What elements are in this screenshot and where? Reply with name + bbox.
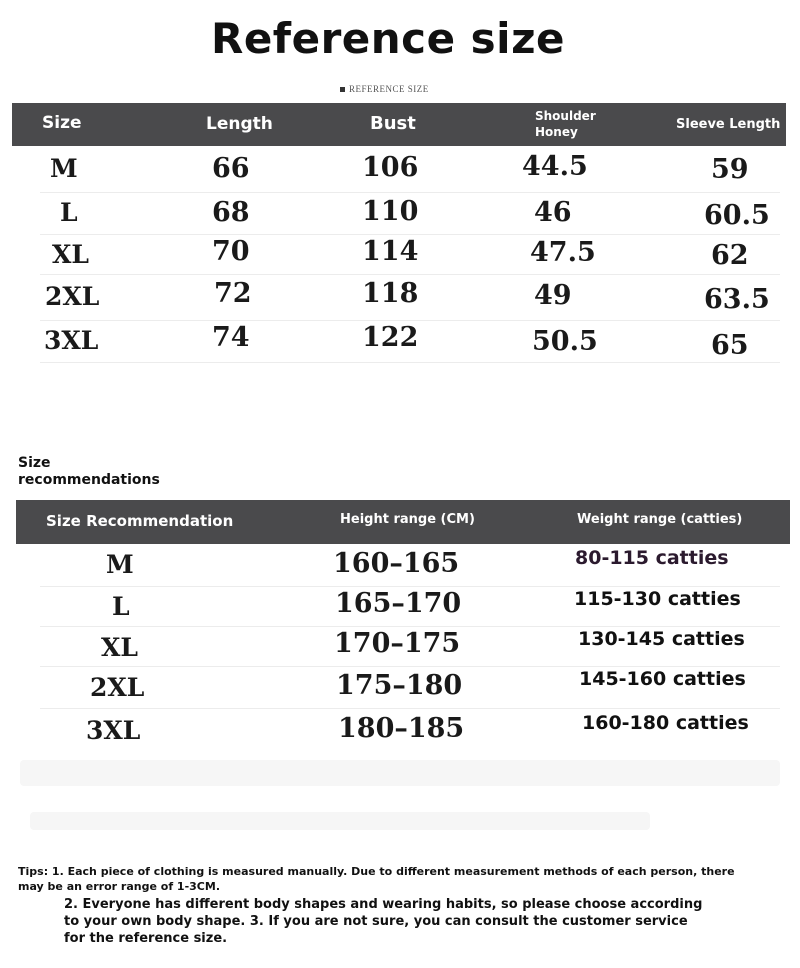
length-cell: 72 <box>214 278 252 309</box>
rec-size-cell: XL <box>101 633 138 662</box>
header-size: Size <box>42 113 82 133</box>
weight-cell: 130-145 catties <box>578 628 745 650</box>
rec-size-cell: 3XL <box>86 716 141 745</box>
header-weight-range: Weight range (catties) <box>577 512 743 527</box>
shoulder-cell: 44.5 <box>522 151 588 182</box>
rec-size-cell: 2XL <box>90 673 145 702</box>
row-divider <box>40 274 780 275</box>
size-table-header <box>12 103 786 146</box>
header-size-recommendation: Size Recommendation <box>46 512 234 530</box>
background-smudge <box>30 812 650 830</box>
tips-text-1: Tips: 1. Each piece of clothing is measured manually. Due to different measurement methods of each person, there may be an error range of 1-3CM. <box>18 865 735 893</box>
section-label-line1: Size <box>18 455 51 471</box>
length-cell: 74 <box>212 322 250 353</box>
tips-text-2: 2. Everyone has different body shapes and wearing habits, so please choose according to your own body shape. 3. If you are not sure, you can consult the customer service for the reference size. <box>64 897 703 946</box>
row-divider <box>40 708 780 709</box>
weight-cell: 115-130 catties <box>574 588 741 610</box>
bust-cell: 118 <box>362 278 419 309</box>
header-length: Length <box>206 114 273 134</box>
row-divider <box>40 234 780 235</box>
bust-cell: 122 <box>362 322 419 353</box>
bust-cell: 114 <box>362 236 419 267</box>
weight-cell: 160-180 catties <box>582 712 749 734</box>
sleeve-cell: 62 <box>711 240 749 271</box>
row-divider <box>40 320 780 321</box>
row-divider <box>40 666 780 667</box>
header-height-range: Height range (CM) <box>340 512 475 527</box>
row-divider <box>40 192 780 193</box>
size-cell: XL <box>52 240 89 269</box>
weight-cell: 80-115 catties <box>575 547 729 569</box>
length-cell: 70 <box>212 236 250 267</box>
bust-cell: 106 <box>362 152 419 183</box>
background-smudge <box>20 760 780 786</box>
sleeve-cell: 63.5 <box>704 284 770 315</box>
square-icon <box>340 87 345 92</box>
shoulder-cell: 49 <box>534 280 572 311</box>
length-cell: 68 <box>212 197 250 228</box>
rec-size-cell: M <box>106 550 134 579</box>
size-cell: L <box>60 198 78 227</box>
header-shoulder <box>535 108 596 140</box>
sleeve-cell: 60.5 <box>704 200 770 231</box>
weight-cell: 145-160 catties <box>579 668 746 690</box>
height-cell: 170–175 <box>334 628 461 659</box>
height-cell: 180–185 <box>338 713 465 744</box>
subtitle-text: REFERENCE SIZE <box>349 84 429 94</box>
page-title: Reference size <box>210 14 565 63</box>
recommend-table-header <box>16 500 790 544</box>
section-label-line2: recommendations <box>18 472 160 488</box>
row-divider <box>40 626 780 627</box>
size-cell: 3XL <box>44 326 99 355</box>
height-cell: 165–170 <box>335 588 462 619</box>
shoulder-cell: 47.5 <box>530 237 596 268</box>
height-cell: 175–180 <box>336 670 463 701</box>
size-cell: 2XL <box>45 282 100 311</box>
height-cell: 160–165 <box>333 548 460 579</box>
length-cell: 66 <box>212 153 250 184</box>
row-divider <box>40 586 780 587</box>
shoulder-cell: 46 <box>534 197 572 228</box>
row-divider <box>40 362 780 363</box>
section-label <box>18 455 178 489</box>
header-bust: Bust <box>370 113 416 134</box>
sleeve-cell: 59 <box>711 154 749 185</box>
bust-cell: 110 <box>362 196 419 227</box>
rec-size-cell: L <box>112 592 130 621</box>
header-sleeve-length: Sleeve Length <box>676 117 781 132</box>
sleeve-cell: 65 <box>711 330 749 361</box>
header-shoulder-line2: Honey <box>535 125 578 139</box>
shoulder-cell: 50.5 <box>532 326 598 357</box>
header-shoulder-line1: Shoulder <box>535 109 596 123</box>
page-subtitle <box>340 84 429 94</box>
size-cell: M <box>50 154 78 183</box>
